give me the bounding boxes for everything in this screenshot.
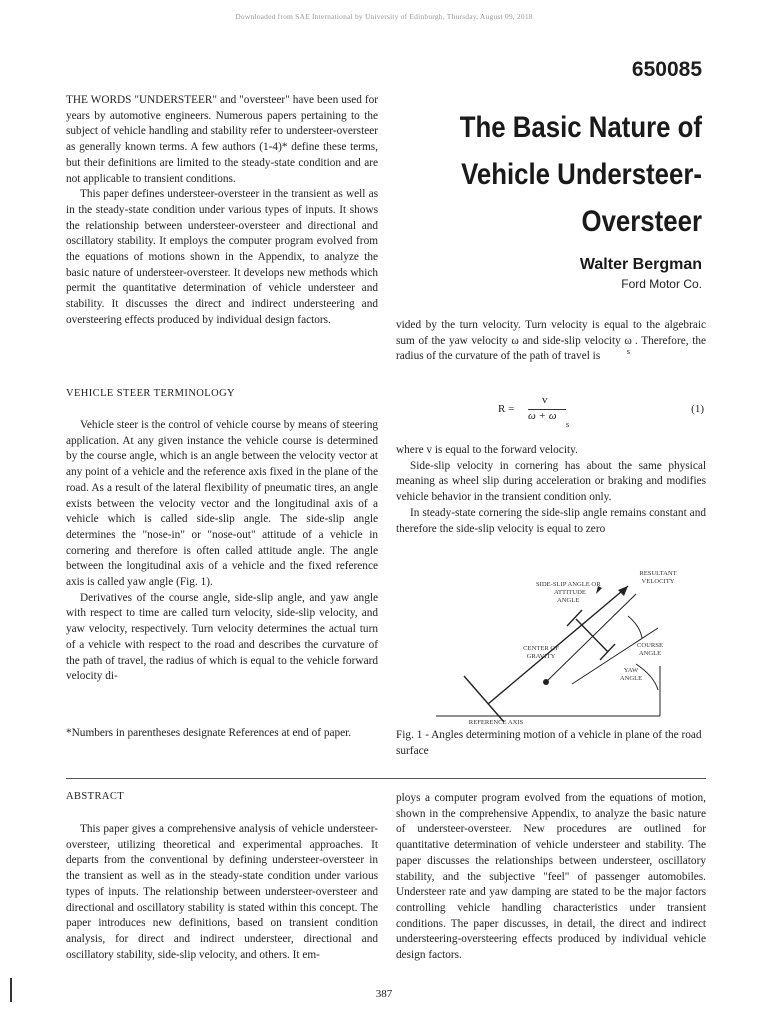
equation-numerator: v <box>542 394 548 406</box>
label-reference-axis: REFERENCE AXIS <box>468 719 524 726</box>
label-center-of: CENTER OF <box>523 645 559 652</box>
label-attitude: ATTITUDE <box>554 589 586 596</box>
abstract-left-text: This paper gives a comprehensive analysis of vehicle understeer-oversteer, utilizing theoretical and experimental approaches. It departs from the conventional by defining understeer-oversteer in the transient as well as in the steady-state condition under various types of inputs. The relationship between understeer-oversteer and directional and oscillatory stability is stated within this concept. The paper introduces new definitions, based on transient condition analysis, for direct and indirect understeer, directional and oscillatory stability, side-slip velocity, and others. It em- <box>66 823 378 961</box>
figure-caption: Fig. 1 - Angles determining motion of a vehicle in plane of the road surface <box>396 729 702 757</box>
intro-paragraph-2: This paper defines understeer-oversteer in the transient as well as in the steady-state condition under various types of inputs. It shows the relationship between understeer-oversteer and directional and oscillatory stability. It employs the computer program evolved from the equations of motions shown in the Appendix, to analyze the basic nature of understeer-oversteer. It develops new methods which permit the quantitative determination of vehicle understeer and stability. It discusses the direct and indirect understeering and oversteering effects produced by individual design factors. <box>66 188 378 326</box>
velocity-arrowhead <box>618 586 628 596</box>
resultant-velocity-line <box>544 594 636 684</box>
right-paragraph-1-a: vided by the turn velocity. Turn velocity is equal to the algebraic sum of the yaw velocity ω and side-slip velocity ω <box>396 319 706 347</box>
title-line-2: Vehicle Understeer- <box>461 158 702 191</box>
section-heading: VEHICLE STEER TERMINOLOGY <box>66 388 236 399</box>
right-column-p1 <box>396 318 706 365</box>
left-column-intro <box>66 93 378 329</box>
center-of-gravity-dot <box>543 679 549 685</box>
right-paragraph-1-b: . Therefore, the radius of the curvature of the path of travel is <box>396 334 706 363</box>
title-line-3: Oversteer <box>581 205 702 238</box>
author-affiliation: Ford Motor Co. <box>621 277 702 291</box>
front-axle <box>576 619 608 652</box>
download-watermark: Downloaded from SAE International by University of Edinburgh, Thursday, August 09, 2018 <box>235 12 533 21</box>
label-velocity: VELOCITY <box>641 578 675 585</box>
right-paragraph-1 <box>396 318 706 365</box>
right-paragraph-3: Side-slip velocity in cornering has about the same physical meaning as wheel slip during acceleration or braking and modifies vehicle behavior in the transient condition only. <box>396 459 706 504</box>
rear-axle <box>464 676 504 722</box>
footnote: *Numbers in parentheses designate References at end of paper. <box>66 727 352 739</box>
equation-1 <box>398 396 704 430</box>
label-course: COURSE <box>636 642 664 649</box>
intro-paragraph-1: THE WORDS "UNDERSTEER" and "oversteer" have been used for years by automotive engineers. Numerous papers pertaining to the subject of vehicle handling and stability refer to understeer-oversteer as generally known terms. A few authors (1-4)* define these terms, but their definitions are limited to the steady-state condition and are not applicable to transient conditions. <box>66 94 378 185</box>
label-gravity: GRAVITY <box>526 653 556 660</box>
paper-number: 650085 <box>631 58 702 81</box>
author-name: Walter Bergman <box>579 256 702 273</box>
section-paragraph-1: Vehicle steer is the control of vehicle course by means of steering application. At any given instance the vehicle course is determined by the course angle, which is an angle between the velocity vector at any point of a vehicle and the reference axis fixed in the plane of the road. As a result of the lateral flexibility of pneumatic tires, an angle exists between the velocity vector and the longitudinal axis of a vehicle which is called side-slip angle. The side-slip angle determines the "nose-in" or "nose-out" attitude of a vehicle in cornering and therefore is often called attitude angle. The angle between the longitudinal axis of a vehicle and the fixed reference axis is called yaw angle (Fig. 1). <box>66 419 378 589</box>
right-column-body <box>396 443 706 537</box>
label-resultant: RESULTANT <box>639 570 677 577</box>
equation-denominator: ω + ω <box>528 410 557 422</box>
course-angle-arc <box>628 616 642 638</box>
right-paragraph-4: In steady-state cornering the side-slip angle remains constant and therefore the side-slip velocity is equal to zero <box>396 506 706 535</box>
equation-number: (1) <box>691 403 704 415</box>
title-line-1: The Basic Nature of <box>459 111 702 144</box>
section-divider <box>66 778 706 779</box>
label-side-slip-angle: ANGLE <box>557 597 580 604</box>
equation-lhs: R = <box>498 403 515 415</box>
figure-1 <box>396 564 706 724</box>
label-yaw-angle: ANGLE <box>619 675 643 682</box>
label-side-slip: SIDE-SLIP ANGLE OR <box>536 581 601 588</box>
vehicle-angle-diagram <box>396 564 706 724</box>
label-course-angle: ANGLE <box>638 650 662 657</box>
abstract-heading: ABSTRACT <box>66 791 125 802</box>
right-paragraph-2: where v is equal to the forward velocity. <box>396 444 578 456</box>
section-paragraph-2: Derivatives of the course angle, side-slip angle, and yaw angle with respect to time are called turn velocity, side-slip velocity, and yaw velocity, respectively. Turn velocity determines the actual turn of a vehicle with respect to the road and describes the curvature of the path of travel, the radius of which is equal to the vehicle forward velocity di- <box>66 591 378 683</box>
omega-subscript: s <box>626 346 630 356</box>
abstract-right-text: ploys a computer program evolved from the equations of motion, shown in the comprehensive Appendix, to analyze the basic nature of understeer-oversteer. New procedures are outlined for quantitative determination of vehicle understeer and stability. The paper discusses the relationships between understeer, oscillatory stability, and the subjective "feel" of passenger automobiles. Understeer rate and yaw damping are stated to be the major factors controlling vehicle handling characteristics under transient conditions. The paper discusses, in detail, the direct and indirect understeering-oversteering effects produced by individual vehicle design factors. <box>396 792 706 962</box>
page-number: 387 <box>375 988 393 1000</box>
equation-subscript: s <box>566 420 570 429</box>
left-column-section <box>66 418 378 685</box>
label-yaw: YAW <box>623 667 639 674</box>
paper-title <box>444 104 702 245</box>
